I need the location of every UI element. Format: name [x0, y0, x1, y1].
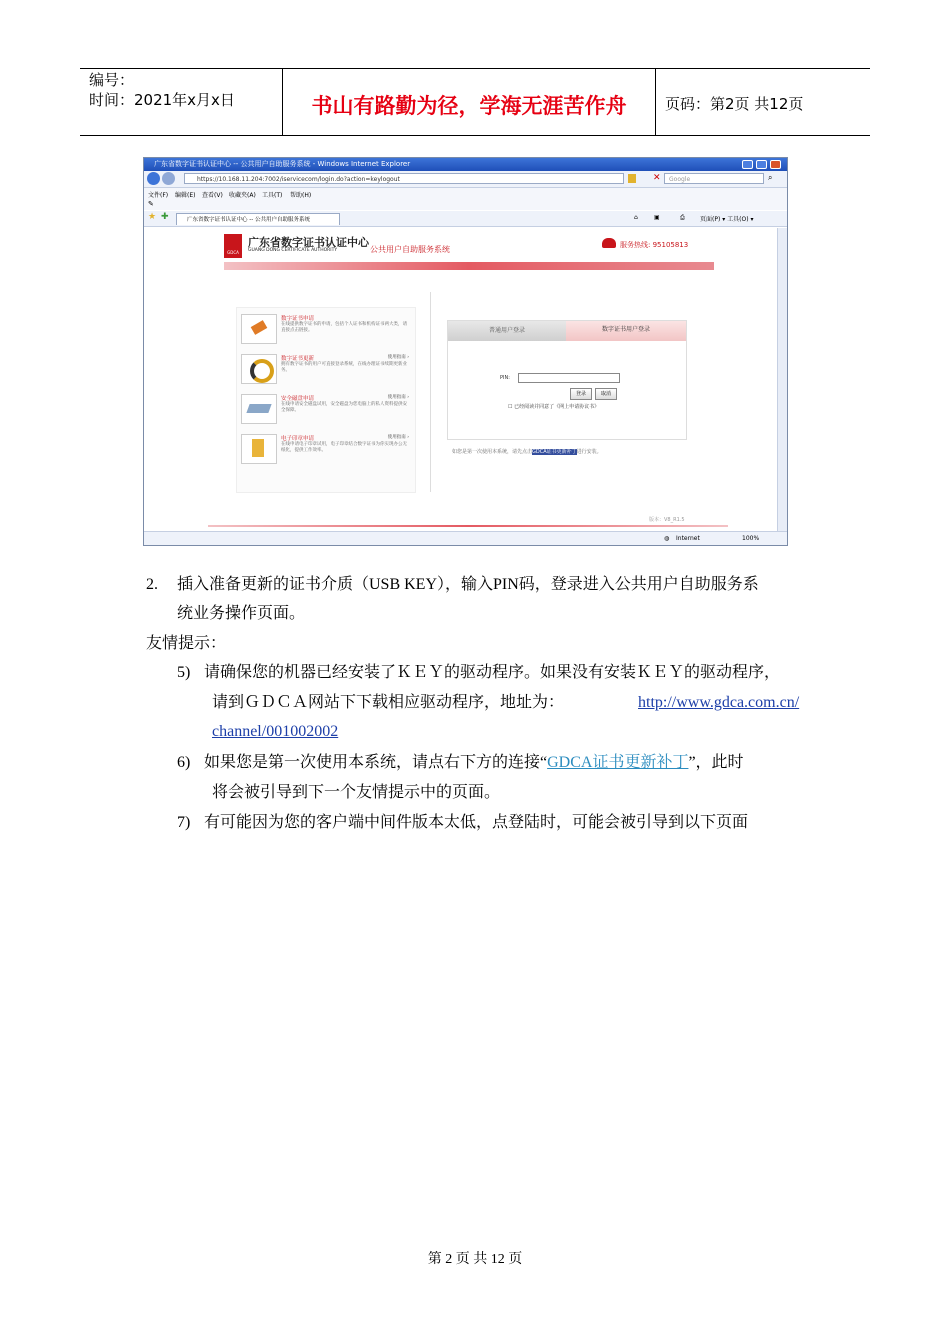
globe-icon: ◍ — [664, 535, 670, 542]
menu-edit[interactable]: 编辑(E) — [175, 192, 196, 199]
system-name: 公共用户自助服务系统 — [370, 245, 450, 254]
service-item[interactable] — [239, 392, 413, 428]
version-label: 版本：V8_R1.5 — [649, 517, 685, 523]
header-meta — [89, 70, 235, 110]
content-divider — [430, 292, 431, 492]
feeds-icon[interactable]: ▣ — [654, 214, 660, 221]
tip-6-line-2: 将会被引导到下一个友情提示中的页面。 — [212, 784, 501, 801]
service-list — [236, 307, 416, 493]
menu-help[interactable]: 帮助(H) — [290, 192, 312, 199]
favorites-star-icon[interactable]: ★ — [148, 212, 157, 222]
pin-label: PIN: — [500, 375, 510, 381]
service-item[interactable] — [239, 312, 413, 348]
menu-file[interactable]: 文件(F) — [148, 192, 169, 199]
service-desc: 在线申请电子印章试用，电子印章结合数字证书为你实现办公无纸化，提供工作效率。 — [281, 442, 407, 453]
header-top-rule — [80, 68, 870, 69]
seal-icon — [241, 434, 277, 464]
refresh-icon — [241, 354, 277, 384]
print-icon[interactable]: ⎙ — [680, 214, 685, 221]
maximize-icon[interactable] — [756, 160, 767, 169]
disk-icon — [241, 394, 277, 424]
header-divider — [282, 68, 283, 136]
address-input[interactable]: https://10.168.11.204:7002/iservicecom/login.do?action=keylogout — [184, 173, 624, 184]
step-2-line-2: 统业务操作页面。 — [177, 605, 306, 622]
menu-view[interactable]: 查看(V) — [202, 192, 223, 199]
patch-link[interactable]: GDCA证书更新补丁 — [547, 754, 689, 771]
tip-6-prefix: 如果您是第一次使用本系统，请点右下方的连接“ — [204, 754, 548, 771]
close-icon[interactable] — [770, 160, 781, 169]
menu-favorites[interactable]: 收藏夹(A) — [229, 192, 256, 199]
service-title[interactable]: 安全磁盘申请 — [281, 396, 315, 402]
agreement-label: 已经阅读并同意了《网上申请协议书》 — [514, 404, 600, 410]
phone-icon — [602, 238, 616, 248]
service-title[interactable]: 电子印章申请 — [281, 436, 315, 442]
add-favorite-icon[interactable]: ✚ — [161, 212, 169, 222]
status-zone: Internet — [676, 535, 700, 542]
tip-6-line-1 — [204, 748, 744, 777]
search-input[interactable]: Google — [664, 173, 764, 184]
service-title[interactable]: 数字证书更新 — [281, 356, 315, 362]
page-content — [144, 228, 777, 531]
stop-icon[interactable]: ✕ — [653, 173, 661, 183]
forward-icon[interactable] — [162, 172, 175, 185]
search-icon[interactable]: ⌕ — [768, 173, 773, 182]
login-panel — [447, 320, 687, 440]
status-bar — [144, 531, 787, 546]
patch-link[interactable]: GDCA证书更新补丁 — [532, 449, 577, 455]
header-banner — [224, 262, 714, 270]
address-bar-row — [144, 171, 787, 188]
agreement-checkbox[interactable]: ☐ 已经阅读并同意了《网上申请协议书》 — [508, 404, 600, 410]
window-title: 广东省数字证书认证中心 -- 公共用户自助服务系统 - Windows Internet Explorer — [154, 160, 411, 168]
hint-after: 进行安装。 — [576, 449, 602, 455]
extension-icon[interactable]: ✎ — [148, 200, 154, 208]
minimize-icon[interactable] — [742, 160, 753, 169]
footer-band — [208, 525, 728, 527]
tab-cert-user[interactable]: 数字证书用户登录 — [566, 321, 686, 341]
tip-5-number: 5) — [177, 664, 191, 681]
service-item[interactable] — [239, 352, 413, 388]
toolbar-page-tools[interactable]: 页面(P) ▾ 工具(O) ▾ — [700, 216, 754, 223]
tip-6-suffix: ”，此时 — [688, 754, 744, 771]
service-hotline: 服务热线: 95105813 — [620, 241, 689, 249]
service-item[interactable] — [239, 432, 413, 468]
tip-7-line-1: 有可能因为您的客户端中间件版本太低，点登陆时，可能会被引导到以下页面 — [204, 814, 749, 831]
service-guide-link[interactable]: 使用指南 › — [387, 395, 409, 400]
org-name: 广东省数字证书认证中心 — [248, 236, 369, 249]
header-motto: 书山有路勤为径，学海无涯苦作舟 — [311, 94, 627, 118]
service-desc: 拥有数字证书的用户可直接登录系统，在线办理证书续期更新业务。 — [281, 362, 407, 373]
browser-tab[interactable]: 广东省数字证书认证中心 -- 公共用户自助服务系统 — [176, 213, 340, 225]
header-bottom-rule — [80, 135, 870, 136]
hint-before: 如您是第一次使用本系统，请先点击 — [452, 449, 533, 455]
pin-input[interactable] — [518, 373, 620, 383]
logo-tag: GDCA — [227, 250, 239, 255]
favorites-bar — [144, 211, 787, 227]
service-title[interactable]: 数字证书申请 — [281, 316, 315, 322]
patch-hint — [452, 448, 602, 455]
usb-key-icon — [241, 314, 277, 344]
service-guide-link[interactable]: 使用指南 › — [387, 435, 409, 440]
window-titlebar — [144, 158, 787, 171]
tips-heading: 友情提示： — [146, 635, 227, 652]
service-desc: 在线提供数字证书的申请，包括个人证书和机构证书两大类，请直接点击链接。 — [281, 322, 407, 333]
tip-5-line-1: 请确保您的机器已经安装了ＫＥＹ的驱动程序。如果没有安装ＫＥＹ的驱动程序， — [204, 664, 781, 681]
page-footer: 第 2 页 共 12 页 — [427, 1252, 523, 1267]
tip-7-number: 7) — [177, 814, 191, 831]
zoom-level[interactable]: 100% — [742, 535, 760, 542]
login-tabs — [448, 321, 686, 341]
menu-tools[interactable]: 工具(T) — [262, 192, 283, 199]
vertical-scrollbar[interactable] — [777, 228, 787, 531]
tab-normal-user[interactable]: 普通用户登录 — [448, 321, 566, 341]
driver-url-link-continued[interactable]: channel/001002002 — [212, 723, 339, 740]
menu-bar — [144, 188, 787, 210]
tip-5-prefix: 请到ＧＤＣＡ网站下下载相应驱动程序，地址为： — [212, 694, 565, 711]
back-icon[interactable] — [147, 172, 160, 185]
step-2-number: 2. — [146, 576, 158, 593]
org-name-en: GUANG DONG CERTIFICATE AUTHORITY — [248, 248, 338, 253]
service-guide-link[interactable]: 使用指南 › — [387, 355, 409, 360]
header-page-info: 页码：第2页 共12页 — [665, 95, 804, 113]
home-icon[interactable]: ⌂ — [634, 214, 638, 221]
login-button[interactable]: 登录 — [570, 388, 592, 400]
browser-screenshot — [143, 157, 788, 546]
tip-5-line-2 — [212, 688, 564, 717]
step-2-line-1: 插入准备更新的证书介质（USB KEY），输入PIN码，登录进入公共用户自助服务系 — [177, 576, 759, 593]
tip-6-number: 6) — [177, 754, 191, 771]
cancel-button[interactable]: 取消 — [595, 388, 617, 400]
header-time: 时间：2021年x月x日 — [89, 91, 235, 109]
lock-icon[interactable] — [628, 174, 636, 183]
header-number: 编号： — [89, 71, 135, 89]
driver-url-link[interactable]: http://www.gdca.com.cn/ — [638, 694, 800, 711]
header-divider — [655, 68, 656, 136]
service-desc: 在线申请安全磁盘试用，安全磁盘为您电脑上的私人资料提供安全保障。 — [281, 402, 407, 413]
